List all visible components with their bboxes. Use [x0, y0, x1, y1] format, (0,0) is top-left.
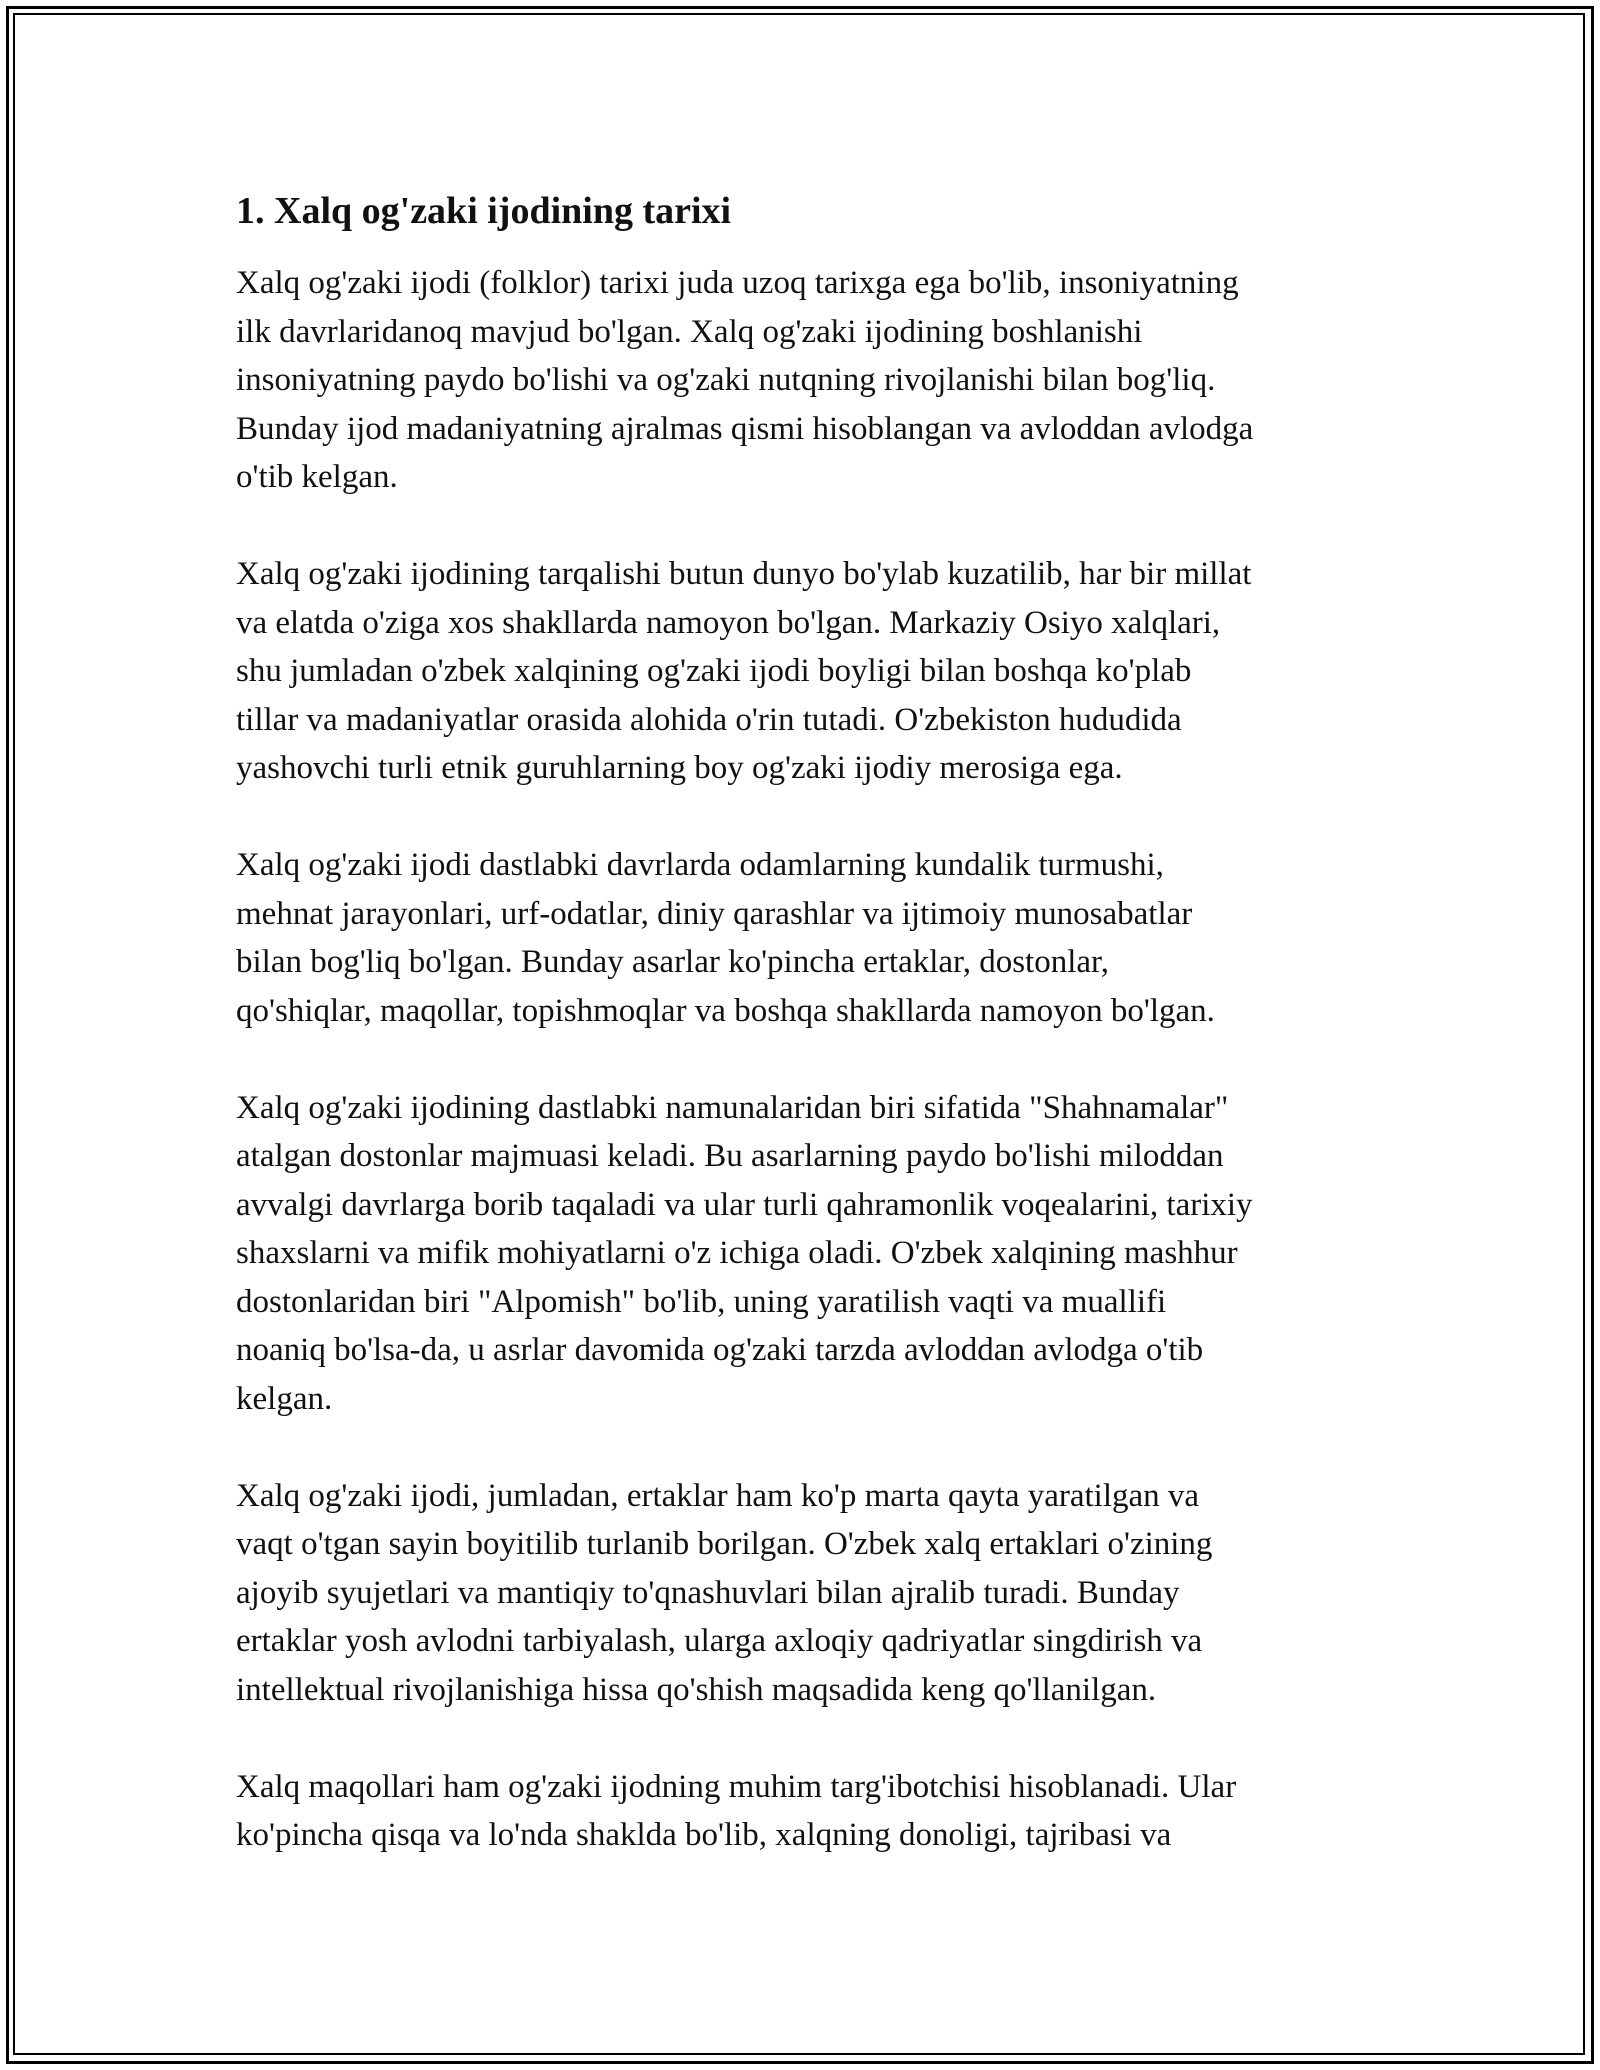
text-line: Xalq og'zaki ijodi dastlabki davrlarda odamlarning kundalik turmushi,	[236, 847, 1164, 883]
text-line: atalgan dostonlar majmuasi keladi. Bu asarlarning paydo bo'lishi miloddan	[236, 1138, 1224, 1174]
text-line: shaxslarni va mifik mohiyatlarni o'z ichiga oladi. O'zbek xalqining mashhur	[236, 1235, 1238, 1271]
text-line: ko'pincha qisqa va lo'nda shaklda bo'lib, xalqning donoligi, tajribasi va	[236, 1817, 1172, 1853]
text-line: ajoyib syujetlari va mantiqiy to'qnashuvlari bilan ajralib turadi. Bunday	[236, 1574, 1180, 1611]
text-line: ilk davrlaridanoq mavjud bo'lgan. Xalq og'zaki ijodining boshlanishi	[236, 313, 1143, 350]
text-line: insoniyatning paydo bo'lishi va og'zaki nutqning rivojlanishi bilan bog'liq.	[236, 362, 1216, 398]
text-line: tillar va madaniyatlar orasida alohida o'rin tutadi. O'zbekiston hududida	[236, 701, 1182, 738]
text-line: Xalq og'zaki ijodining tarqalishi butun dunyo bo'ylab kuzatilib, har bir millat	[236, 556, 1252, 592]
text-line: noaniq bo'lsa-da, u asrlar davomida og'zaki tarzda avloddan avlodga o'tib	[236, 1332, 1204, 1368]
text-line: Xalq og'zaki ijodi, jumladan, ertaklar ham ko'p marta qayta yaratilgan va	[236, 1477, 1200, 1514]
section-heading: 1. Xalq og'zaki ijodining tarixi	[236, 190, 732, 232]
paragraph-1	[236, 259, 1376, 502]
text-line: vaqt o'tgan sayin boyitilib turlanib borilgan. O'zbek xalq ertaklari o'zining	[236, 1526, 1213, 1562]
text-line: Xalq maqollari ham og'zaki ijodning muhim targ'ibotchisi hisoblanadi. Ular	[236, 1768, 1237, 1805]
text-line: qo'shiqlar, maqollar, topishmoqlar va boshqa shakllarda namoyon bo'lgan.	[236, 992, 1215, 1029]
text-line: dostonlaridan biri "Alpomish" bo'lib, uning yaratilish vaqti va muallifi	[236, 1283, 1167, 1320]
text-line: shu jumladan o'zbek xalqining og'zaki ijodi boyligi bilan boshqa ko'plab	[236, 653, 1192, 689]
text-line: va elatda o'ziga xos shakllarda namoyon bo'lgan. Markaziy Osiyo xalqlari,	[236, 604, 1221, 641]
text-line: kelgan.	[236, 1380, 333, 1417]
text-line: bilan bog'liq bo'lgan. Bunday asarlar ko'pincha ertaklar, dostonlar,	[236, 944, 1109, 980]
paragraph-6	[236, 1763, 1376, 1860]
document-body	[236, 185, 1376, 1908]
text-line: Bunday ijod madaniyatning ajralmas qismi hisoblangan va avloddan avlodga	[236, 410, 1254, 447]
text-line: avvalgi davrlarga borib taqaladi va ular turli qahramonlik voqealarini, tarixiy	[236, 1186, 1253, 1223]
paragraph-3	[236, 841, 1376, 1035]
text-line: o'tib kelgan.	[236, 459, 398, 495]
paragraph-2	[236, 550, 1376, 793]
text-line: yashovchi turli etnik guruhlarning boy og'zaki ijodiy merosiga ega.	[236, 750, 1123, 786]
text-line: Xalq og'zaki ijodi (folklor) tarixi juda uzoq tarixga ega bo'lib, insoniyatning	[236, 265, 1239, 301]
text-line: Xalq og'zaki ijodining dastlabki namunalaridan biri sifatida "Shahnamalar"	[236, 1089, 1229, 1126]
text-line: mehnat jarayonlari, urf-odatlar, diniy qarashlar va ijtimoiy munosabatlar	[236, 895, 1193, 932]
text-line: intellektual rivojlanishiga hissa qo'shish maqsadida keng qo'llanilgan.	[236, 1671, 1157, 1708]
text-line: ertaklar yosh avlodni tarbiyalash, ularga axloqiy qadriyatlar singdirish va	[236, 1623, 1203, 1659]
paragraph-5	[236, 1472, 1376, 1715]
paragraph-4	[236, 1084, 1376, 1424]
